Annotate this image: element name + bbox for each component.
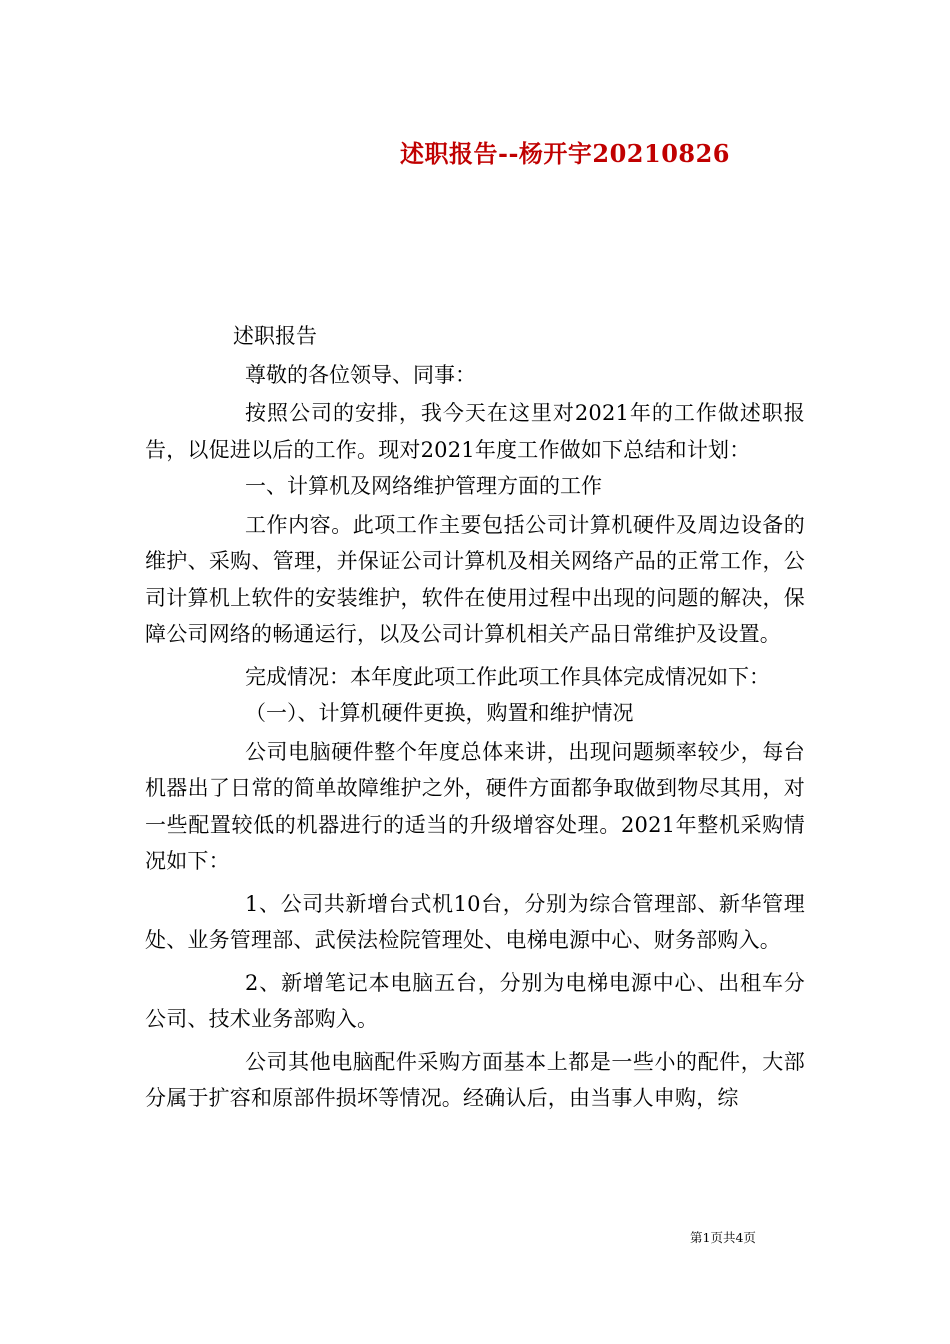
- salutation: 尊敬的各位领导、同事：: [245, 362, 476, 387]
- section-heading-1: 一、计算机及网络维护管理方面的工作: [245, 474, 602, 498]
- subsection-heading-1: （一）、计算机硬件更换，购置和维护情况: [245, 701, 634, 725]
- paragraph-parts: 公司其他电脑配件采购方面基本上都是一些小的配件，大部分属于扩容和原部件损坏等情况。经确认后，由当事人申购，综: [145, 1049, 805, 1110]
- list-item-1: 1、公司共新增台式机10台，分别为综合管理部、新华管理处、业务管理部、武侯法检院管理处、电梯电源中心、财务部购入。: [145, 891, 805, 952]
- list-item-2: 2、新增笔记本电脑五台，分别为电梯电源中心、出租车分公司、技术业务部购入。: [145, 970, 805, 1031]
- report-heading: 述职报告: [233, 324, 317, 348]
- paragraph-work-content: 工作内容。此项工作主要包括公司计算机硬件及周边设备的维护、采购、管理，并保证公司计算机及相关网络产品的正常工作，公司计算机上软件的安装维护，软件在使用过程中出现的问题的解决，保障公司网络的畅通运行，以及公司计算机相关产品日常维护及设置。: [145, 512, 805, 646]
- paragraph-hardware: 公司电脑硬件整个年度总体来讲，出现问题频率较少，每台机器出了日常的简单故障维护之外，硬件方面都争取做到物尽其用，对一些配置较低的机器进行的适当的升级增容处理。2021年整机采购情况如下：: [145, 739, 805, 873]
- paragraph-completion: 完成情况：本年度此项工作此项工作具体完成情况如下：: [245, 664, 770, 689]
- page-number-footer: 第1页共4页: [690, 1230, 756, 1245]
- document-body: [145, 318, 805, 1117]
- document-title: 述职报告--杨开宇20210826: [399, 139, 730, 168]
- paragraph-intro: 按照公司的安排，我今天在这里对2021年的工作做述职报告，以促进以后的工作。现对2021年度工作做如下总结和计划：: [145, 401, 805, 462]
